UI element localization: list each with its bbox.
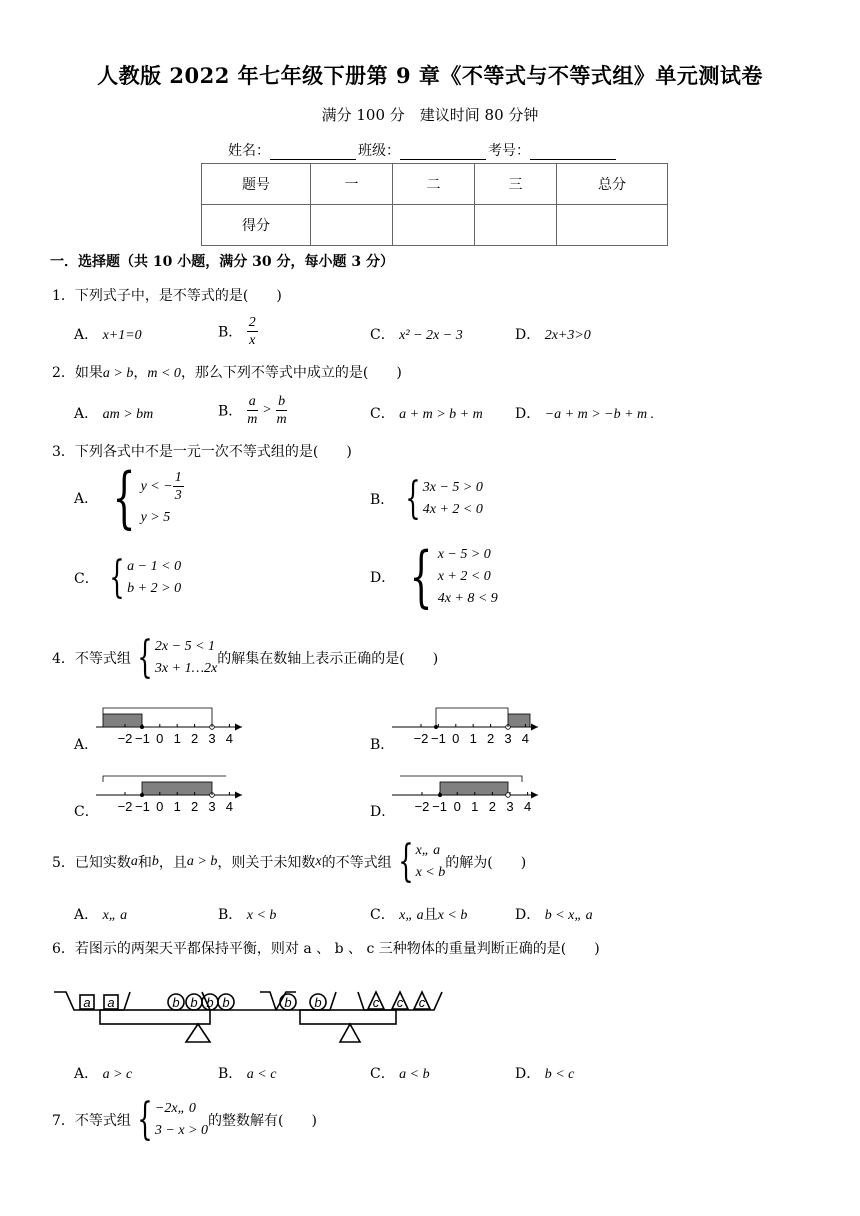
number-line-tick-label: 2 [190,731,199,746]
score-cell[interactable] [557,205,668,246]
q6-balance-figure [50,978,450,1048]
score-row-label: 得分 [202,205,311,246]
number-line-tick-label: 2 [486,731,495,746]
fig-label-a: a [83,995,91,1010]
score-header-cell: 总分 [557,164,668,205]
fig-label-b: b [222,995,230,1010]
score-cell[interactable] [393,205,475,246]
q1-option-c[interactable]: C． x² − 2x − 3 [370,327,463,343]
q5-stem: 5．已知实数 a 和 b ，且 a > b ，则关于未知数 x 的不等式组 { x„ a x < b 的解为( ) [52,836,527,887]
q5-option-c[interactable]: C． x„ a且x < b [370,907,468,923]
q3-option-b[interactable]: B． { 3x − 5 > 0 4x + 2 < 0 [370,473,483,524]
number-line-tick-label: 4 [225,799,234,814]
number-line-tick-label: −2 [117,799,133,814]
score-header-cell: 一 [311,164,393,205]
q2-option-c[interactable]: C． a + m > b + m [370,406,483,422]
q5-option-b[interactable]: B． x < b [218,907,277,923]
fig-label-a: a [107,995,115,1010]
number-line-tick-label: −2 [414,799,430,814]
q4-option-a-label[interactable]: A． [74,737,99,753]
number-line-tick-label: 4 [523,799,532,814]
number-line-tick-label: −1 [134,799,150,814]
fig-label-b: b [172,995,180,1010]
q2-option-a[interactable]: A． am > bm [74,406,154,422]
q4-number-line-b[interactable] [392,702,542,750]
number-line-tick-label: 4 [521,731,530,746]
fig-label-b: b [206,995,214,1010]
number-line-tick-label: 0 [156,799,164,814]
name-field[interactable] [270,145,356,160]
q1-option-d[interactable]: D． 2x+3>0 [515,327,591,343]
q2-option-b[interactable]: B． $\frac{a}{m}$ > $\frac{b}{m}$ [218,394,287,427]
q4-number-line-d[interactable] [392,770,542,818]
q6-option-a[interactable]: A． a > c [74,1066,133,1082]
q1-option-a[interactable]: A． x+1=0 [74,327,142,343]
section-heading: 一．选择题（共 10 小题，满分 30 分，每小题 3 分） [50,254,394,270]
number-line-tick-label: 3 [506,799,514,814]
q3-stem: 3．下列各式中不是一元一次不等式组的是( ) [52,444,352,460]
q6-stem: 6．若图示的两架天平都保持平衡，则对 a 、 b 、 c 三种物体的重量判断正确的是( ) [52,941,600,957]
class-field[interactable] [400,145,486,160]
fig-label-c: c [372,995,380,1010]
q4-stem: 4．不等式组 { 2x − 5 < 1 3x + 1…2x 的解集在数轴上表示正确的是( ) [52,632,439,683]
number-line-tick-label: 2 [488,799,497,814]
q7-stem: 7．不等式组 { −2x„ 0 3 − x > 0 的整数解有( ) [52,1094,317,1145]
q6-option-d[interactable]: D． b < c [515,1066,575,1082]
number-line-tick-label: 0 [452,731,460,746]
number-line-tick-label: −1 [430,731,446,746]
number-line-tick-label: 1 [471,799,479,814]
q4-option-c-label[interactable]: C． [74,804,99,820]
q3-option-d[interactable]: D． { x − 5 > 0 x + 2 < 0 4x + 8 < 9 [370,538,498,615]
number-line-tick-label: 3 [208,799,216,814]
q2-option-d[interactable]: D． −a + m > −b + m . [515,406,655,422]
fig-label-c: c [418,995,426,1010]
q4-number-line-c[interactable] [96,770,246,818]
q6-option-b[interactable]: B． a < c [218,1066,277,1082]
page-subtitle: 满分 100 分 建议时间 80 分钟 [321,106,539,124]
fig-label-b: b [314,995,322,1010]
student-info [228,140,618,160]
score-cell[interactable] [475,205,557,246]
fig-label-b: b [190,995,198,1010]
number-line-tick-label: −2 [413,731,429,746]
page-title: 人教版 2022 年七年级下册第 9 章《不等式与不等式组》单元测试卷 [97,63,763,88]
number-line-tick-label: 4 [225,731,234,746]
number-line-tick-label: 0 [156,731,164,746]
fig-label-b: b [284,995,292,1010]
score-header-cell: 二 [393,164,475,205]
number-line-tick-label: 3 [504,731,512,746]
q3-option-c[interactable]: C． { a − 1 < 0 b + 2 > 0 [74,552,182,603]
score-table-header-row [202,164,668,205]
number-line-tick-label: 1 [173,799,181,814]
fig-label-c: c [396,995,404,1010]
q5-option-a[interactable]: A． x„ a [74,907,128,923]
number-line-tick-label: 0 [453,799,461,814]
id-label: 考号： [488,143,530,159]
number-line-tick-label: −2 [117,731,133,746]
q1-option-b[interactable]: B． $\frac{2}{x}$ [218,315,256,348]
number-line-tick-label: −1 [432,799,448,814]
q3-option-a[interactable]: A． { y < − $\frac{1}{3}$ y > 5 [74,459,182,536]
id-field[interactable] [530,145,616,160]
score-cell[interactable] [311,205,393,246]
class-label: 班级： [358,143,400,159]
q1-stem: 1．下列式子中，是不等式的是( ) [52,288,282,304]
q6-option-c[interactable]: C． a < b [370,1066,430,1082]
score-header-cell: 题号 [202,164,311,205]
number-line-tick-label: 2 [190,799,199,814]
number-line-tick-label: 1 [173,731,181,746]
q2-stem: 2．如果a > b，m < 0，那么下列不等式中成立的是( ) [52,365,402,381]
number-line-tick-label: 3 [208,731,216,746]
q4-option-d-label[interactable]: D． [370,804,396,820]
score-table [201,163,668,246]
score-table-score-row [202,205,668,246]
q4-option-b-label[interactable]: B． [370,737,395,753]
q4-number-line-a[interactable] [96,702,246,750]
q5-option-d[interactable]: D． b < x„ a [515,907,593,923]
number-line-tick-label: 1 [469,731,477,746]
score-header-cell: 三 [475,164,557,205]
name-label: 姓名： [228,143,270,159]
number-line-tick-label: −1 [134,731,150,746]
